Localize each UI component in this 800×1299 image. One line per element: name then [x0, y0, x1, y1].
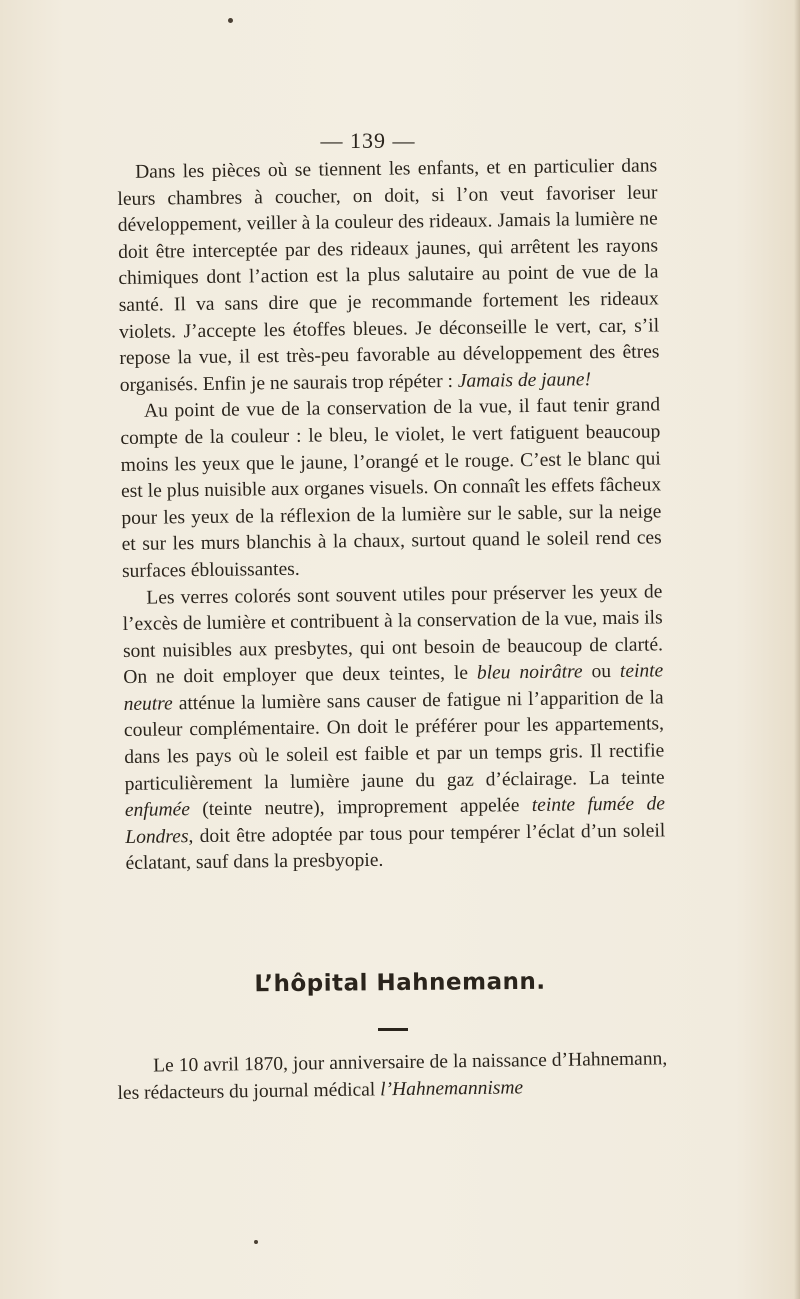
italic-term-teinte-neutre: teinte neutre	[123, 660, 664, 715]
paragraph-text: (teinte neutre), improprement appelée	[189, 795, 532, 821]
section-text-block	[117, 1045, 668, 1107]
ink-speck	[254, 1240, 258, 1244]
main-text-block	[117, 153, 666, 878]
italic-emphasis: Jamais de jaune!	[457, 368, 592, 392]
paragraph-text: atténue la lumière sans causer de fatigue ni l’apparition de la couleur complémentaire. On doit le préférer pour les appartements, dans les pays où le soleil est faible et par un temps gris. Il rectifie particulièrement la lumière jaune du gaz d’éclairage. La teinte	[123, 687, 665, 795]
paragraph-text: , doit être adoptée par tous pour tempérer l’éclat d’un soleil éclatant, sauf dans la presbyopie.	[125, 820, 666, 875]
italic-term-enfumee: enfumée	[124, 799, 191, 822]
paragraph-text: Dans les pièces où se tiennent les enfants, et en particulier dans leurs chambres à coucher, on doit, si l’on veut favoriser leur développement, veiller à la couleur des rideaux. Jamais la lumière ne doit être interceptée par des rideaux jaunes, qui arrêtent les rayons chimiques dont l’action est la plus salutaire au point de vue de la santé. Il va sans dire que je recommande fortement les rideaux violets. J’accepte les étoffes bleues. Je déconseille le vert, car, s’il repose la vue, il est très-peu favorable au développement des êtres organisés. Enfin je ne saurais trop répéter :	[117, 155, 660, 396]
italic-term-fumee-de-londres: teinte fumée de Londres	[125, 793, 666, 848]
paragraph-text: Le 10 avril 1870, jour anniversaire de la naissance d’Hahnemann, les rédacteurs du journal médical	[117, 1048, 668, 1104]
italic-journal-title: l’Hahnemannisme	[380, 1077, 524, 1101]
page-number: — 139 —	[320, 128, 416, 153]
paragraph-eye-conservation: Au point de vue de la conservation de la vue, il faut tenir grand compte de la couleur : le bleu, le violet, le vert fatiguent beaucoup moins les yeux que le jaune, l’orangé et le rouge. C’est le blanc qui est le plus nuisible aux organes visuels. On connaît les effets fâcheux pour les yeux de la réflexion de la lumière sur le sable, sur la neige et sur les murs blanchis à la chaux, surtout quand le soleil rend ces surfaces éblouissantes.	[120, 394, 662, 582]
paragraph-text: Les verres colorés sont souvent utiles pour préserver les yeux de l’excès de lumière et contribuent à la conservation de la vue, mais ils sont nuisibles aux presbytes, qui ont besoin de beaucoup de clarté. On ne doit employer que deux teintes, le	[122, 580, 664, 689]
paragraph-curtains	[117, 153, 660, 399]
section-divider-dash	[378, 1028, 408, 1031]
paragraph-text: ou	[582, 661, 621, 683]
italic-term-bleu-noiratre: bleu noirâtre	[476, 661, 583, 684]
paragraph-colored-glasses	[122, 579, 666, 878]
section-heading: L’hôpital Hahnemann.	[254, 968, 546, 998]
page-edge-shadow	[794, 0, 800, 1299]
paragraph-hahnemann-hospital	[117, 1045, 668, 1107]
ink-speck	[228, 18, 233, 23]
